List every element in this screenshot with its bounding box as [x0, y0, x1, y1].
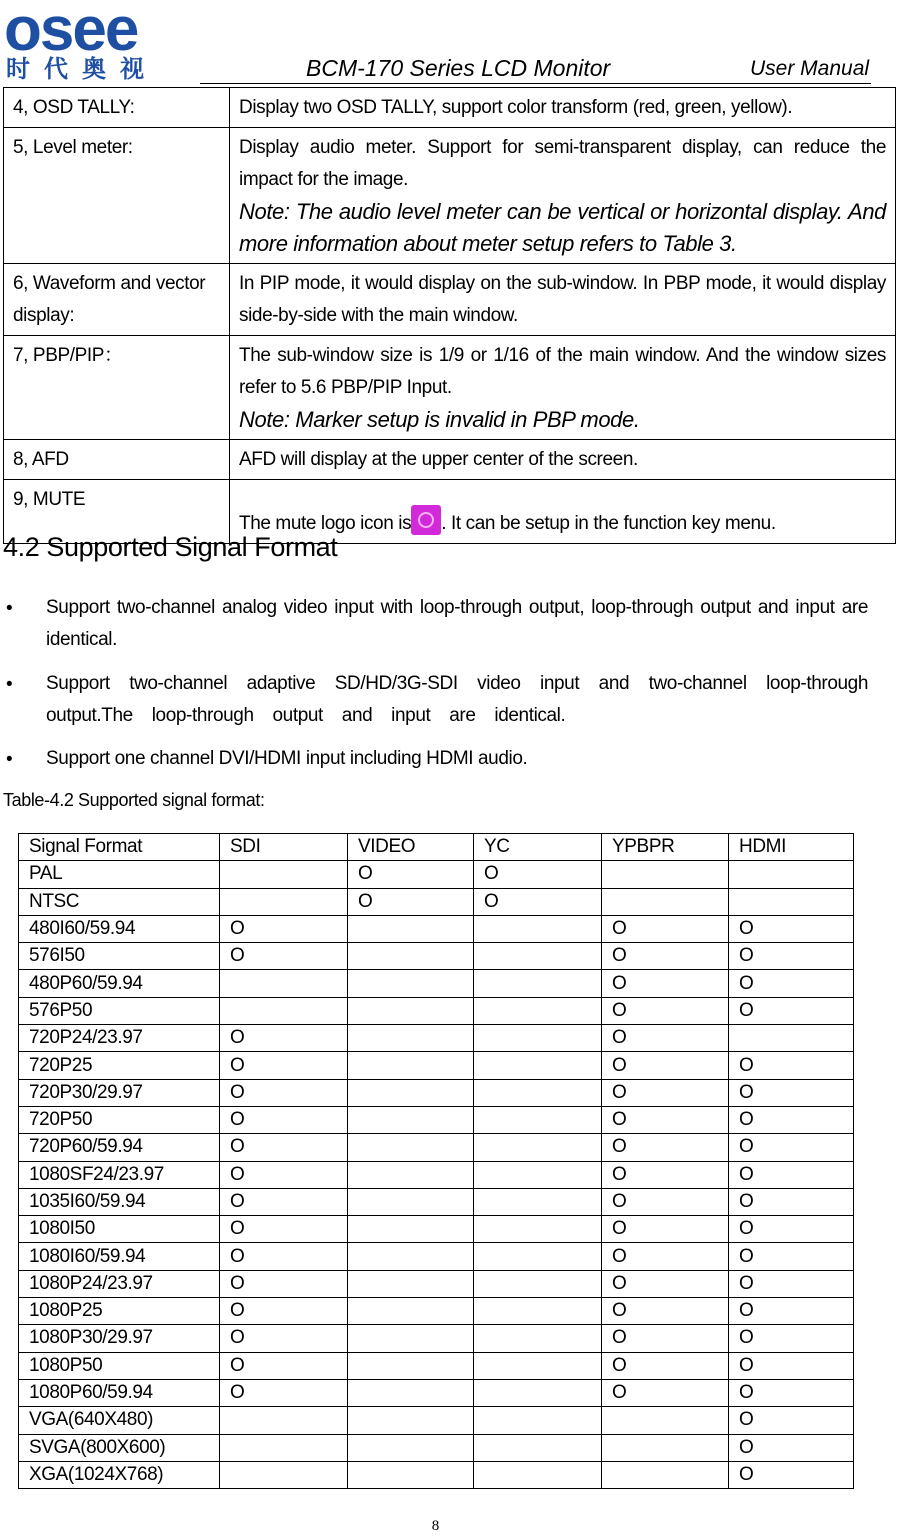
support-cell — [602, 861, 729, 888]
support-cell: O — [729, 1325, 854, 1352]
feature-description — [230, 128, 896, 264]
support-cell: O — [729, 1216, 854, 1243]
support-cell: O — [602, 943, 729, 970]
signal-format-cell: 1080SF24/23.97 — [19, 1161, 220, 1188]
support-cell — [474, 1161, 602, 1188]
table-row — [19, 1188, 854, 1215]
signal-format-table — [18, 833, 854, 1489]
header-rule — [200, 83, 871, 84]
column-header: VIDEO — [348, 834, 474, 861]
support-cell: O — [348, 888, 474, 915]
support-cell — [474, 970, 602, 997]
support-cell: O — [220, 1325, 348, 1352]
signal-format-cell: 1080P30/29.97 — [19, 1325, 220, 1352]
mute-logo-icon — [411, 505, 441, 535]
table-row — [19, 1270, 854, 1297]
support-cell: O — [474, 861, 602, 888]
support-cell: O — [220, 1352, 348, 1379]
support-cell: O — [220, 1379, 348, 1406]
support-cell — [474, 1461, 602, 1488]
support-cell — [348, 1461, 474, 1488]
support-cell — [220, 970, 348, 997]
support-cell: O — [602, 1352, 729, 1379]
signal-format-cell: SVGA(800X600) — [19, 1434, 220, 1461]
signal-format-cell: 480I60/59.94 — [19, 915, 220, 942]
support-cell: O — [602, 1379, 729, 1406]
support-cell: O — [348, 861, 474, 888]
support-cell — [348, 1298, 474, 1325]
support-cell: O — [729, 997, 854, 1024]
support-cell: O — [220, 1025, 348, 1052]
signal-format-cell: NTSC — [19, 888, 220, 915]
table-row — [19, 1134, 854, 1161]
support-cell: O — [220, 1079, 348, 1106]
support-cell: O — [220, 1161, 348, 1188]
table-row — [19, 1434, 854, 1461]
feature-text: . It can be setup in the function key menu. — [441, 513, 776, 534]
support-cell: O — [729, 1052, 854, 1079]
support-cell — [729, 1025, 854, 1052]
table-row — [19, 1161, 854, 1188]
table-row — [19, 1216, 854, 1243]
support-cell — [602, 1461, 729, 1488]
osee-logo — [4, 2, 176, 80]
svg-text:时代奥视: 时代奥视 — [6, 55, 158, 80]
support-cell: O — [220, 1216, 348, 1243]
support-cell — [348, 1052, 474, 1079]
table-row — [19, 1025, 854, 1052]
support-cell: O — [729, 943, 854, 970]
feature-label: 4, OSD TALLY: — [4, 88, 230, 128]
header-row — [19, 834, 854, 861]
support-cell — [729, 888, 854, 915]
feature-label: 8, AFD — [4, 440, 230, 480]
support-cell — [474, 915, 602, 942]
feature-description — [230, 336, 896, 440]
support-cell: O — [729, 1434, 854, 1461]
table-row — [19, 915, 854, 942]
support-cell — [602, 1434, 729, 1461]
support-cell: O — [602, 1134, 729, 1161]
support-cell — [348, 915, 474, 942]
feature-label: 5, Level meter: — [4, 128, 230, 264]
support-cell — [220, 861, 348, 888]
support-cell — [348, 1025, 474, 1052]
bullet-text: Support one channel DVI/HDMI input including HDMI audio. — [46, 748, 528, 769]
signal-format-cell: 1080P25 — [19, 1298, 220, 1325]
bullet-icon: • — [6, 674, 13, 695]
support-cell — [474, 1106, 602, 1133]
table-row — [4, 336, 896, 440]
support-cell: O — [220, 1298, 348, 1325]
support-cell — [348, 970, 474, 997]
support-cell — [348, 1161, 474, 1188]
support-cell — [729, 861, 854, 888]
support-cell — [474, 1298, 602, 1325]
support-cell: O — [729, 970, 854, 997]
signal-format-cell: XGA(1024X768) — [19, 1461, 220, 1488]
support-cell: O — [602, 1106, 729, 1133]
page-header — [0, 0, 897, 86]
support-cell — [220, 888, 348, 915]
support-cell: O — [602, 1325, 729, 1352]
support-cell: O — [729, 1188, 854, 1215]
support-cell: O — [602, 1161, 729, 1188]
page-number: 8 — [431, 1518, 440, 1534]
table-row — [19, 970, 854, 997]
column-header: YPBPR — [602, 834, 729, 861]
signal-format-cell: 1080P24/23.97 — [19, 1270, 220, 1297]
support-cell: O — [602, 1079, 729, 1106]
support-cell: O — [220, 1106, 348, 1133]
support-cell — [348, 1379, 474, 1406]
table-row — [19, 1106, 854, 1133]
support-cell — [220, 1407, 348, 1434]
support-cell: O — [602, 915, 729, 942]
table-row — [19, 888, 854, 915]
table-row — [19, 1243, 854, 1270]
table-row — [19, 1379, 854, 1406]
feature-text: Display audio meter. Support for semi-transparent display, can reduce the impact for the image. — [239, 137, 886, 190]
support-cell — [474, 1134, 602, 1161]
support-cell: O — [729, 1407, 854, 1434]
support-cell: O — [729, 915, 854, 942]
support-cell: O — [602, 1188, 729, 1215]
table-row — [4, 88, 896, 128]
feature-label: 6, Waveform and vector display: — [4, 264, 230, 336]
table-row — [4, 264, 896, 336]
support-cell: O — [729, 1461, 854, 1488]
feature-note: Note: Marker setup is invalid in PBP mode. — [239, 407, 640, 432]
support-cell: O — [729, 1243, 854, 1270]
support-cell: O — [220, 1052, 348, 1079]
support-cell: O — [729, 1352, 854, 1379]
support-cell: O — [729, 1379, 854, 1406]
support-cell — [474, 1270, 602, 1297]
feature-description: Display two OSD TALLY, support color transform (red, green, yellow). — [230, 88, 896, 128]
support-cell: O — [729, 1134, 854, 1161]
support-cell — [474, 1407, 602, 1434]
support-cell — [474, 1052, 602, 1079]
support-cell — [474, 1352, 602, 1379]
support-cell — [220, 1461, 348, 1488]
signal-format-cell: 1080I60/59.94 — [19, 1243, 220, 1270]
support-cell — [348, 1134, 474, 1161]
support-cell: O — [220, 915, 348, 942]
bullet-icon: • — [6, 749, 13, 770]
support-cell — [474, 997, 602, 1024]
signal-format-cell: 1080I50 — [19, 1216, 220, 1243]
feature-table — [3, 87, 896, 544]
signal-format-cell: 1080P50 — [19, 1352, 220, 1379]
table-row — [19, 1461, 854, 1488]
support-cell — [348, 997, 474, 1024]
table-row — [19, 1352, 854, 1379]
signal-format-cell: 720P50 — [19, 1106, 220, 1133]
table-row — [4, 128, 896, 264]
support-cell: O — [729, 1298, 854, 1325]
support-cell — [220, 997, 348, 1024]
table-row — [19, 1079, 854, 1106]
support-cell: O — [729, 1106, 854, 1133]
signal-format-cell: 1080P60/59.94 — [19, 1379, 220, 1406]
support-cell — [348, 1079, 474, 1106]
support-cell: O — [729, 1079, 854, 1106]
section-title: 4.2 Supported Signal Format — [3, 532, 338, 562]
feature-description: AFD will display at the upper center of the screen. — [230, 440, 896, 480]
support-cell: O — [602, 1216, 729, 1243]
support-cell — [348, 1352, 474, 1379]
feature-text: The sub-window size is 1/9 or 1/16 of the main window. And the window sizes refer to 5.6 PBP/PIP Input. — [239, 345, 886, 398]
signal-format-cell: 720P25 — [19, 1052, 220, 1079]
table-row — [19, 1052, 854, 1079]
support-cell — [474, 1025, 602, 1052]
column-header: YC — [474, 834, 602, 861]
support-cell — [474, 1325, 602, 1352]
document-subtitle: User Manual — [750, 57, 870, 80]
support-cell: O — [220, 1270, 348, 1297]
bullet-text: Support two-channel analog video input with loop-through output, loop-through output and input are identical. — [46, 597, 868, 650]
support-cell — [348, 1216, 474, 1243]
column-header: SDI — [220, 834, 348, 861]
support-cell — [348, 943, 474, 970]
support-cell — [474, 1079, 602, 1106]
signal-format-cell: 720P60/59.94 — [19, 1134, 220, 1161]
support-cell: O — [220, 943, 348, 970]
support-cell: O — [220, 1188, 348, 1215]
support-cell — [474, 1434, 602, 1461]
table-row — [19, 943, 854, 970]
support-cell — [348, 1270, 474, 1297]
support-cell: O — [220, 1243, 348, 1270]
support-cell — [474, 1188, 602, 1215]
support-cell: O — [602, 1025, 729, 1052]
table-row — [19, 1298, 854, 1325]
support-cell: O — [602, 1052, 729, 1079]
signal-format-cell: 720P30/29.97 — [19, 1079, 220, 1106]
table-row — [19, 997, 854, 1024]
feature-label: 9, MUTE — [4, 480, 230, 544]
support-cell: O — [220, 1134, 348, 1161]
support-cell: O — [729, 1270, 854, 1297]
svg-text:osee: osee — [4, 2, 138, 64]
signal-format-cell: 576P50 — [19, 997, 220, 1024]
support-cell — [474, 1216, 602, 1243]
document-title: BCM-170 Series LCD Monitor — [306, 55, 611, 81]
signal-format-cell: PAL — [19, 861, 220, 888]
support-cell — [348, 1325, 474, 1352]
feature-label: 7, PBP/PIP： — [4, 336, 230, 440]
signal-format-cell: 720P24/23.97 — [19, 1025, 220, 1052]
support-cell: O — [602, 997, 729, 1024]
support-cell — [348, 1188, 474, 1215]
support-cell — [474, 1243, 602, 1270]
table-caption: Table-4.2 Supported signal format: — [3, 790, 265, 810]
table-row — [19, 1325, 854, 1352]
signal-format-cell: VGA(640X480) — [19, 1407, 220, 1434]
support-cell: O — [602, 1298, 729, 1325]
bullet-text: Support two-channel adaptive SD/HD/3G-SDI video input and two-channel loop-through output.The loop-through output and input are identical. — [46, 673, 868, 726]
column-header: HDMI — [729, 834, 854, 861]
support-cell — [474, 943, 602, 970]
support-cell: O — [602, 1270, 729, 1297]
signal-format-cell: 480P60/59.94 — [19, 970, 220, 997]
support-cell — [602, 888, 729, 915]
support-cell — [348, 1243, 474, 1270]
signal-format-cell: 576I50 — [19, 943, 220, 970]
support-cell — [602, 1407, 729, 1434]
support-cell — [348, 1407, 474, 1434]
support-cell — [348, 1434, 474, 1461]
table-row — [4, 440, 896, 480]
support-cell: O — [602, 970, 729, 997]
table-row — [19, 1407, 854, 1434]
support-cell: O — [729, 1161, 854, 1188]
feature-description: In PIP mode, it would display on the sub-window. In PBP mode, it would display side-by-side with the main window. — [230, 264, 896, 336]
support-cell: O — [474, 888, 602, 915]
support-cell — [474, 1379, 602, 1406]
bullet-icon: • — [6, 598, 13, 619]
support-cell — [348, 1106, 474, 1133]
table-row — [19, 861, 854, 888]
column-header: Signal Format — [19, 834, 220, 861]
support-cell — [220, 1434, 348, 1461]
feature-text: The mute logo icon is — [239, 513, 412, 534]
feature-note: Note: The audio level meter can be vertical or horizontal display. And more information about meter setup refers to Table 3. — [239, 199, 886, 256]
support-cell: O — [602, 1243, 729, 1270]
signal-format-cell: 1035I60/59.94 — [19, 1188, 220, 1215]
